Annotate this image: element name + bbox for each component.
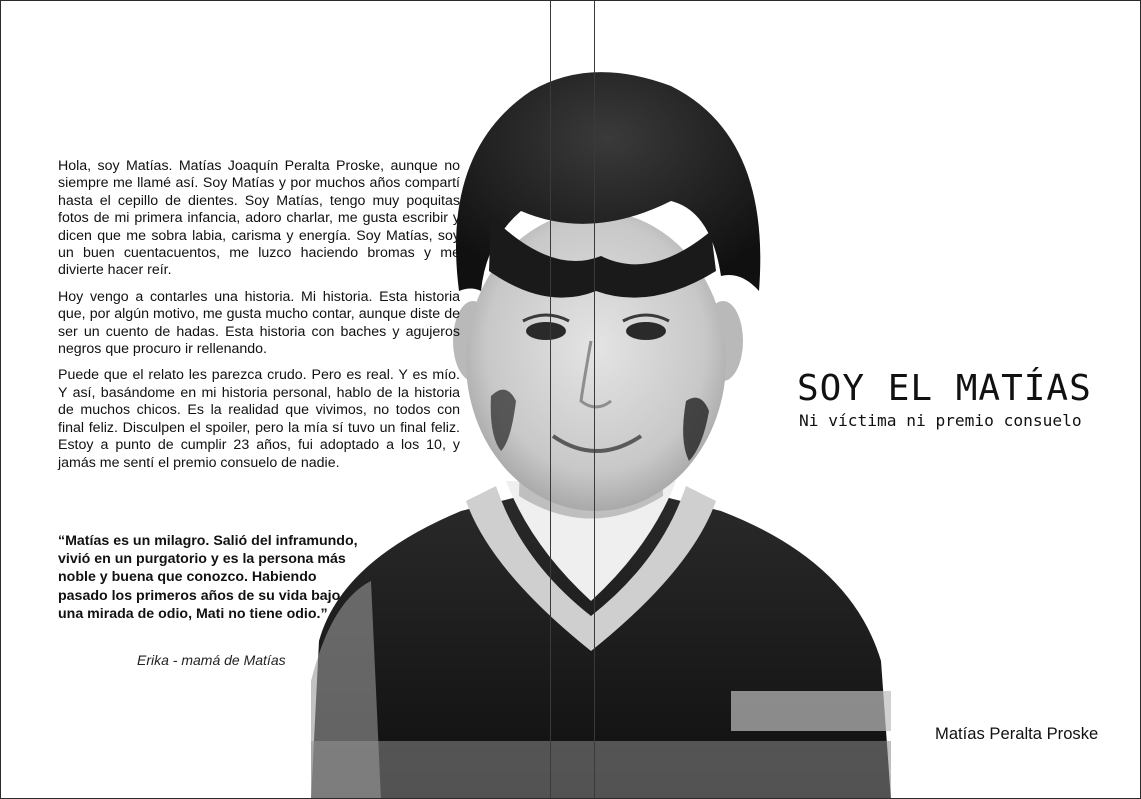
blurb-quote: “Matías es un milagro. Salió del inframundo, vivió en un purgatorio y es la persona más noble y buena que conozco. Habiendo pasado los primeros años de su vida bajo una mirada de odio, Mati no tiene odio.”: [58, 533, 358, 622]
synopsis-paragraph-1: Hola, soy Matías. Matías Joaquín Peralta Proske, aunque no siempre me llamé así. Soy Matías y por muchos años compartí hasta el cepillo de dientes. Soy Matías, tengo muy poquitas fotos de mi primera infancia, adoro charlar, me gusta escribir y dicen que me sobra labia, carisma y energía. Soy Matías, soy un buen cuentacuentos, me luzco haciendo bromas y me divierte hacer reír.: [58, 158, 460, 279]
blurb-quote-author: Erika - mamá de Matías: [137, 652, 286, 668]
synopsis-paragraph-2: Hoy vengo a contarles una historia. Mi historia. Esta historia que, por algún motivo, me gusta mucho contar, aunque diste de ser un cuento de hadas. Esta historia con baches y agujeros negros que procuro ir rellenando.: [58, 288, 460, 358]
spine-fold-right: [594, 1, 595, 799]
spine-fold-left: [550, 1, 551, 799]
book-title: SOY EL MATÍAS: [797, 368, 1092, 409]
book-subtitle: Ni víctima ni premio consuelo: [799, 411, 1082, 430]
synopsis-paragraph-3: Puede que el relato les parezca crudo. Pero es real. Y es mío. Y así, basándome en mi historia personal, hablo de la historia de muchos chicos. Es la realidad que vivimos, no todos con final feliz. Disculpen el spoiler, pero la mía sí tuvo un final feliz. Estoy a punto de cumplir 23 años, fui adoptado a los 10, y jamás me sentí el premio consuelo de nadie.: [58, 367, 460, 471]
book-author: Matías Peralta Proske: [935, 724, 1099, 743]
back-cover-synopsis: [58, 158, 460, 481]
